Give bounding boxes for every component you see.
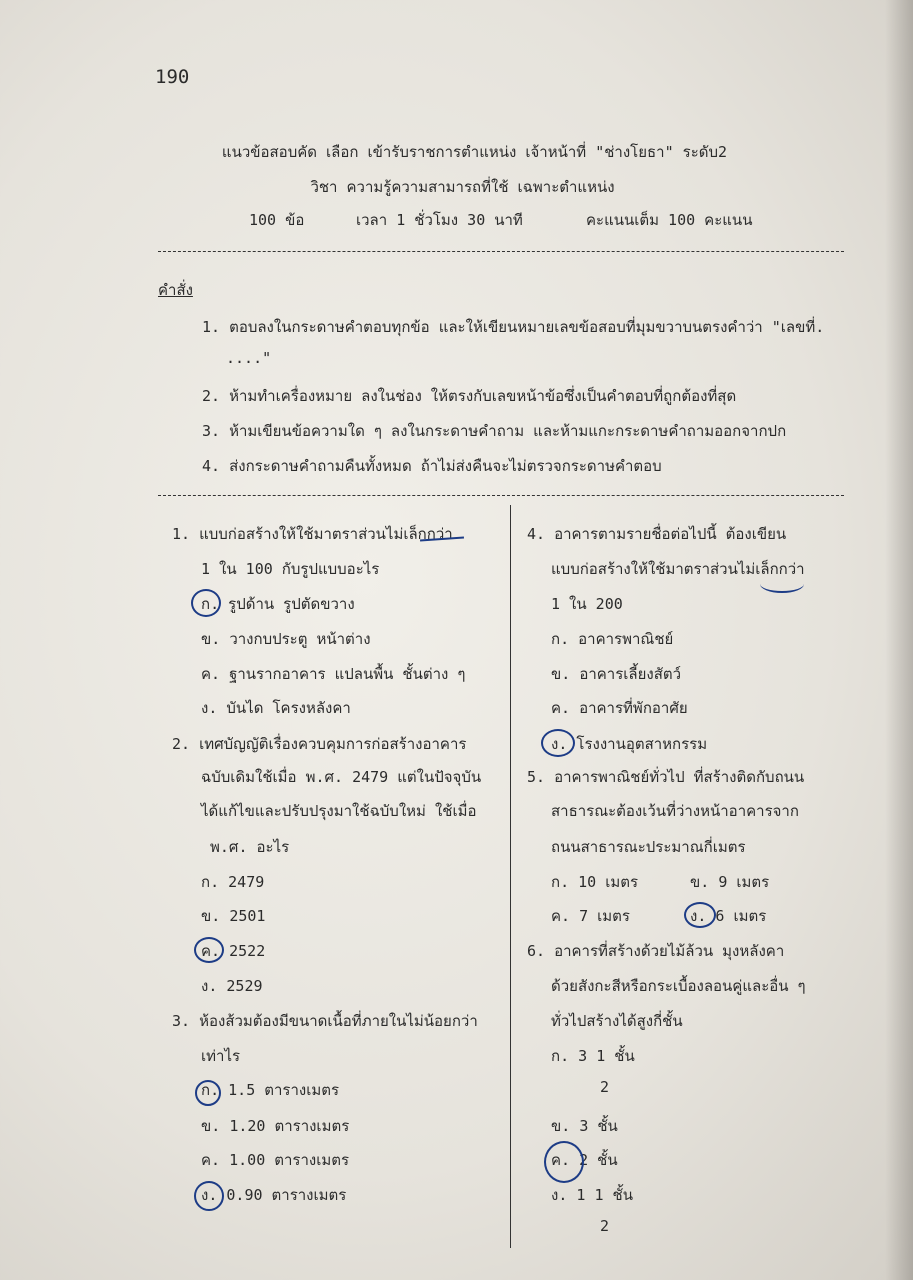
right-line: ข. 3 ชั้น bbox=[551, 1117, 618, 1135]
left-line: ก. รูปด้าน รูปตัดขวาง bbox=[201, 595, 355, 613]
pen-circle-mark bbox=[194, 937, 224, 963]
header-score: คะแนนเต็ม 100 คะแนน bbox=[586, 211, 753, 229]
left-line: ง. 2529 bbox=[201, 977, 263, 995]
left-line: 1 ใน 100 กับรูปแบบอะไร bbox=[201, 560, 380, 578]
left-line: ค. 1.00 ตารางเมตร bbox=[201, 1151, 350, 1169]
pen-circle-mark bbox=[195, 1080, 221, 1106]
pen-circle-mark bbox=[191, 589, 221, 617]
left-line: พ.ศ. อะไร bbox=[210, 838, 290, 856]
pen-curve-mark bbox=[760, 575, 804, 593]
left-line: 3. ห้องส้วมต้องมีขนาดเนื้อที่ภายในไม่น้อยกว่า bbox=[172, 1012, 478, 1030]
right-line: 1 ใน 200 bbox=[551, 595, 623, 613]
right-line: แบบก่อสร้างให้ใช้มาตราส่วนไม่เล็กกว่า bbox=[551, 560, 805, 578]
right-line: ด้วยสังกะสีหรือกระเบื้องลอนคู่และอื่น ๆ bbox=[551, 977, 806, 995]
header-time: เวลา 1 ชั่วโมง 30 นาที bbox=[356, 211, 523, 229]
left-line: ได้แก้ไขและปรับปรุงมาใช้ฉบับใหม่ ใช้เมื่อ bbox=[201, 802, 477, 820]
instruction-2: 2. ห้ามทำเครื่องหมาย ลงในช่อง ให้ตรงกับเลขหน้าข้อซึ่งเป็นคำตอบที่ถูกต้องที่สุด bbox=[202, 387, 737, 405]
instruction-4: 4. ส่งกระดาษคำถามคืนทั้งหมด ถ้าไม่ส่งคืนจะไม่ตรวจกระดาษคำตอบ bbox=[202, 457, 662, 475]
pen-circle-mark bbox=[541, 729, 575, 757]
left-line: ข. 2501 bbox=[201, 907, 266, 925]
right-line: 2 bbox=[600, 1078, 610, 1096]
right-line: 2 bbox=[600, 1217, 610, 1235]
right-line: สาธารณะต้องเว้นที่ว่างหน้าอาคารจาก bbox=[551, 802, 799, 820]
header-line2: วิชา ความรู้ความสามารถที่ใช้ เฉพาะตำแหน่ง bbox=[310, 178, 615, 196]
pen-circle-mark bbox=[544, 1141, 584, 1183]
left-line: ง. บันได โครงหลังคา bbox=[201, 699, 351, 717]
pen-circle-mark bbox=[194, 1181, 224, 1211]
left-line: ฉบับเดิมใช้เมื่อ พ.ศ. 2479 แต่ในปัจจุบัน bbox=[201, 768, 482, 786]
left-line: 1. แบบก่อสร้างให้ใช้มาตราส่วนไม่เล็กกว่า bbox=[172, 525, 453, 543]
left-line: ก. 1.5 ตารางเมตร bbox=[201, 1081, 340, 1099]
right-line: ข. 9 เมตร bbox=[690, 873, 770, 891]
right-line: ทั่วไปสร้างได้สูงกี่ชั้น bbox=[551, 1012, 683, 1030]
column-divider bbox=[510, 505, 511, 1248]
right-line: ค. 2 ชั้น bbox=[551, 1151, 618, 1169]
page-number: 190 bbox=[155, 66, 190, 88]
right-line: ก. 10 เมตร bbox=[551, 873, 639, 891]
left-line: ก. 2479 bbox=[201, 873, 265, 891]
right-line: ค. 7 เมตร bbox=[551, 907, 630, 925]
right-line: ข. อาคารเลี้ยงสัตว์ bbox=[551, 665, 682, 683]
instructions-title: คำสั่ง bbox=[158, 281, 193, 299]
right-line: ถนนสาธารณะประมาณกี่เมตร bbox=[551, 838, 746, 856]
left-line: ข. วางกบประตู หน้าต่าง bbox=[201, 630, 371, 648]
right-line: 5. อาคารพาณิชย์ทั่วไป ที่สร้างติดกับถนน bbox=[527, 768, 805, 786]
left-line: ค. ฐานรากอาคาร แปลนพื้น ชั้นต่าง ๆ bbox=[201, 665, 466, 683]
divider-dashed-top bbox=[158, 251, 844, 252]
left-line: เท่าไร bbox=[201, 1047, 241, 1065]
left-line: ค. 2522 bbox=[201, 942, 266, 960]
instruction-3: 3. ห้ามเขียนข้อความใด ๆ ลงในกระดาษคำถาม และห้ามแกะกระดาษคำถามออกจากปก bbox=[202, 422, 787, 440]
header-line1: แนวข้อสอบคัด เลือก เข้ารับราชการตำแหน่ง เจ้าหน้าที่ "ช่างโยธา" ระดับ2 bbox=[221, 143, 728, 161]
divider-dashed-bottom bbox=[158, 495, 844, 496]
instruction-1: 1. ตอบลงในกระดาษคำตอบทุกข้อ และให้เขียนหมายเลขข้อสอบที่มุมขวาบนตรงคำว่า "เลขที่. bbox=[202, 318, 825, 336]
right-line: ก. อาคารพาณิชย์ bbox=[551, 630, 674, 648]
instruction-1-cont: ...." bbox=[226, 349, 272, 367]
header-count: 100 ข้อ bbox=[249, 211, 305, 229]
pen-circle-mark bbox=[684, 902, 716, 928]
left-line: ง. 0.90 ตารางเมตร bbox=[201, 1186, 347, 1204]
right-line: 6. อาคารที่สร้างด้วยไม้ล้วน มุงหลังคา bbox=[527, 942, 785, 960]
right-line: ง. 6 เมตร bbox=[690, 907, 767, 925]
right-line: ง. โรงงานอุตสาหกรรม bbox=[551, 735, 708, 753]
right-line: 4. อาคารตามรายชื่อต่อไปนี้ ต้องเขียน bbox=[527, 525, 787, 543]
right-line: ค. อาคารที่พักอาศัย bbox=[551, 699, 688, 717]
right-line: ก. 3 1 ชั้น bbox=[551, 1047, 635, 1065]
right-line: ง. 1 1 ชั้น bbox=[551, 1186, 633, 1204]
left-line: ข. 1.20 ตารางเมตร bbox=[201, 1117, 350, 1135]
left-line: 2. เทศบัญญัติเรื่องควบคุมการก่อสร้างอาคาร bbox=[172, 735, 467, 753]
